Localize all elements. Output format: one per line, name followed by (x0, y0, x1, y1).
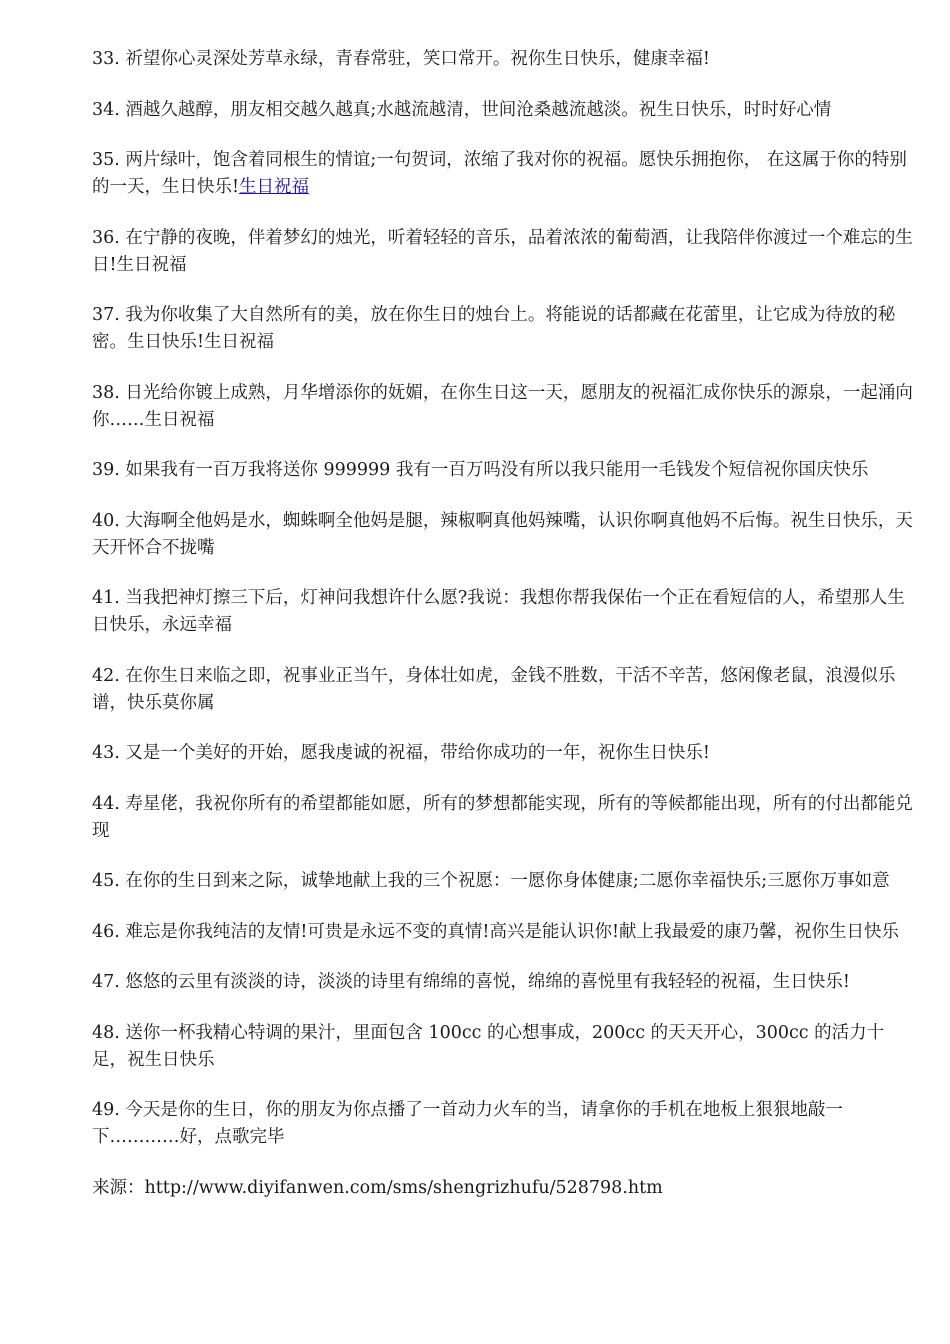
wish-paragraph-35-text: 35. 两片绿叶，饱含着同根生的情谊;一句贺词，浓缩了我对你的祝福。愿快乐拥抱你， 在这属于你的特别的一天，生日快乐! (92, 150, 907, 197)
wish-paragraph-45: 45. 在你的生日到来之际，诚挚地献上我的三个祝愿：一愿你身体健康;二愿你幸福快乐;三愿你万事如意 (92, 871, 890, 891)
wish-paragraph-42: 42. 在你生日来临之即，祝事业正当午，身体壮如虎，金钱不胜数，干活不辛苦，悠闲像老鼠，浪漫似乐谱，快乐莫你属 (92, 665, 896, 713)
wish-paragraph-38: 38. 日光给你镀上成熟，月华增添你的妩媚，在你生日这一天，愿朋友的祝福汇成你快乐的源泉，一起涌向你……生日祝福 (92, 382, 913, 430)
source-line (92, 1175, 914, 1202)
wish-paragraph-39: 39. 如果我有一百万我将送你 999999 我有一百万吗没有所以我只能用一毛钱发个短信祝你国庆快乐 (92, 460, 869, 480)
wish-paragraph-46: 46. 难忘是你我纯洁的友情!可贵是永远不变的真情!高兴是能认识你!献上我最爱的康乃馨，祝你生日快乐 (92, 921, 899, 942)
source-url: http://www.diyifanwen.com/sms/shengrizhufu/528798.htm (144, 1177, 663, 1198)
birthday-wishes-link[interactable]: 生日祝福 (239, 177, 310, 197)
wish-paragraph-33: 33. 祈望你心灵深处芳草永绿，青春常驻，笑口常开。祝你生日快乐，健康幸福! (92, 49, 710, 69)
source-label: 来源： (92, 1177, 145, 1198)
wish-paragraph-35 (92, 147, 914, 201)
document-page (92, 46, 914, 1202)
wish-paragraph-36: 36. 在宁静的夜晚，伴着梦幻的烛光，听着轻轻的音乐，品着浓浓的葡萄酒，让我陪伴你渡过一个难忘的生日!生日祝福 (92, 227, 913, 275)
wish-paragraph-41: 41. 当我把神灯擦三下后，灯神问我想许什么愿?我说：我想你帮我保佑一个正在看短信的人，希望那人生日快乐，永远幸福 (92, 588, 905, 635)
wish-paragraph-37: 37. 我为你收集了大自然所有的美，放在你生日的烛台上。将能说的话都藏在花蕾里，让它成为待放的秘密。生日快乐!生日祝福 (92, 305, 896, 352)
wish-paragraph-44: 44. 寿星佬，我祝你所有的希望都能如愿，所有的梦想都能实现，所有的等候都能出现，所有的付出都能兑现 (92, 793, 913, 841)
wish-paragraph-34: 34. 酒越久越醇，朋友相交越久越真;水越流越清，世间沧桑越流越淡。祝生日快乐，时时好心情 (92, 99, 832, 120)
wish-paragraph-49: 49. 今天是你的生日，你的朋友为你点播了一首动力火车的当，请拿你的手机在地板上狠狠地敲一下…………好，点歌完毕 (92, 1100, 843, 1147)
wish-paragraph-40: 40. 大海啊全他妈是水，蜘蛛啊全他妈是腿，辣椒啊真他妈辣嘴，认识你啊真他妈不后悔。祝生日快乐，天天开怀合不拢嘴 (92, 510, 913, 558)
wish-paragraph-43: 43. 又是一个美好的开始，愿我虔诚的祝福，带给你成功的一年，祝你生日快乐! (92, 743, 710, 763)
wish-paragraph-47: 47. 悠悠的云里有淡淡的诗，淡淡的诗里有绵绵的喜悦，绵绵的喜悦里有我轻轻的祝福，生日快乐! (92, 972, 850, 992)
wish-paragraph-48: 48. 送你一杯我精心特调的果汁，里面包含 100cc 的心想事成，200cc 的天天开心，300cc 的活力十足，祝生日快乐 (92, 1022, 885, 1070)
